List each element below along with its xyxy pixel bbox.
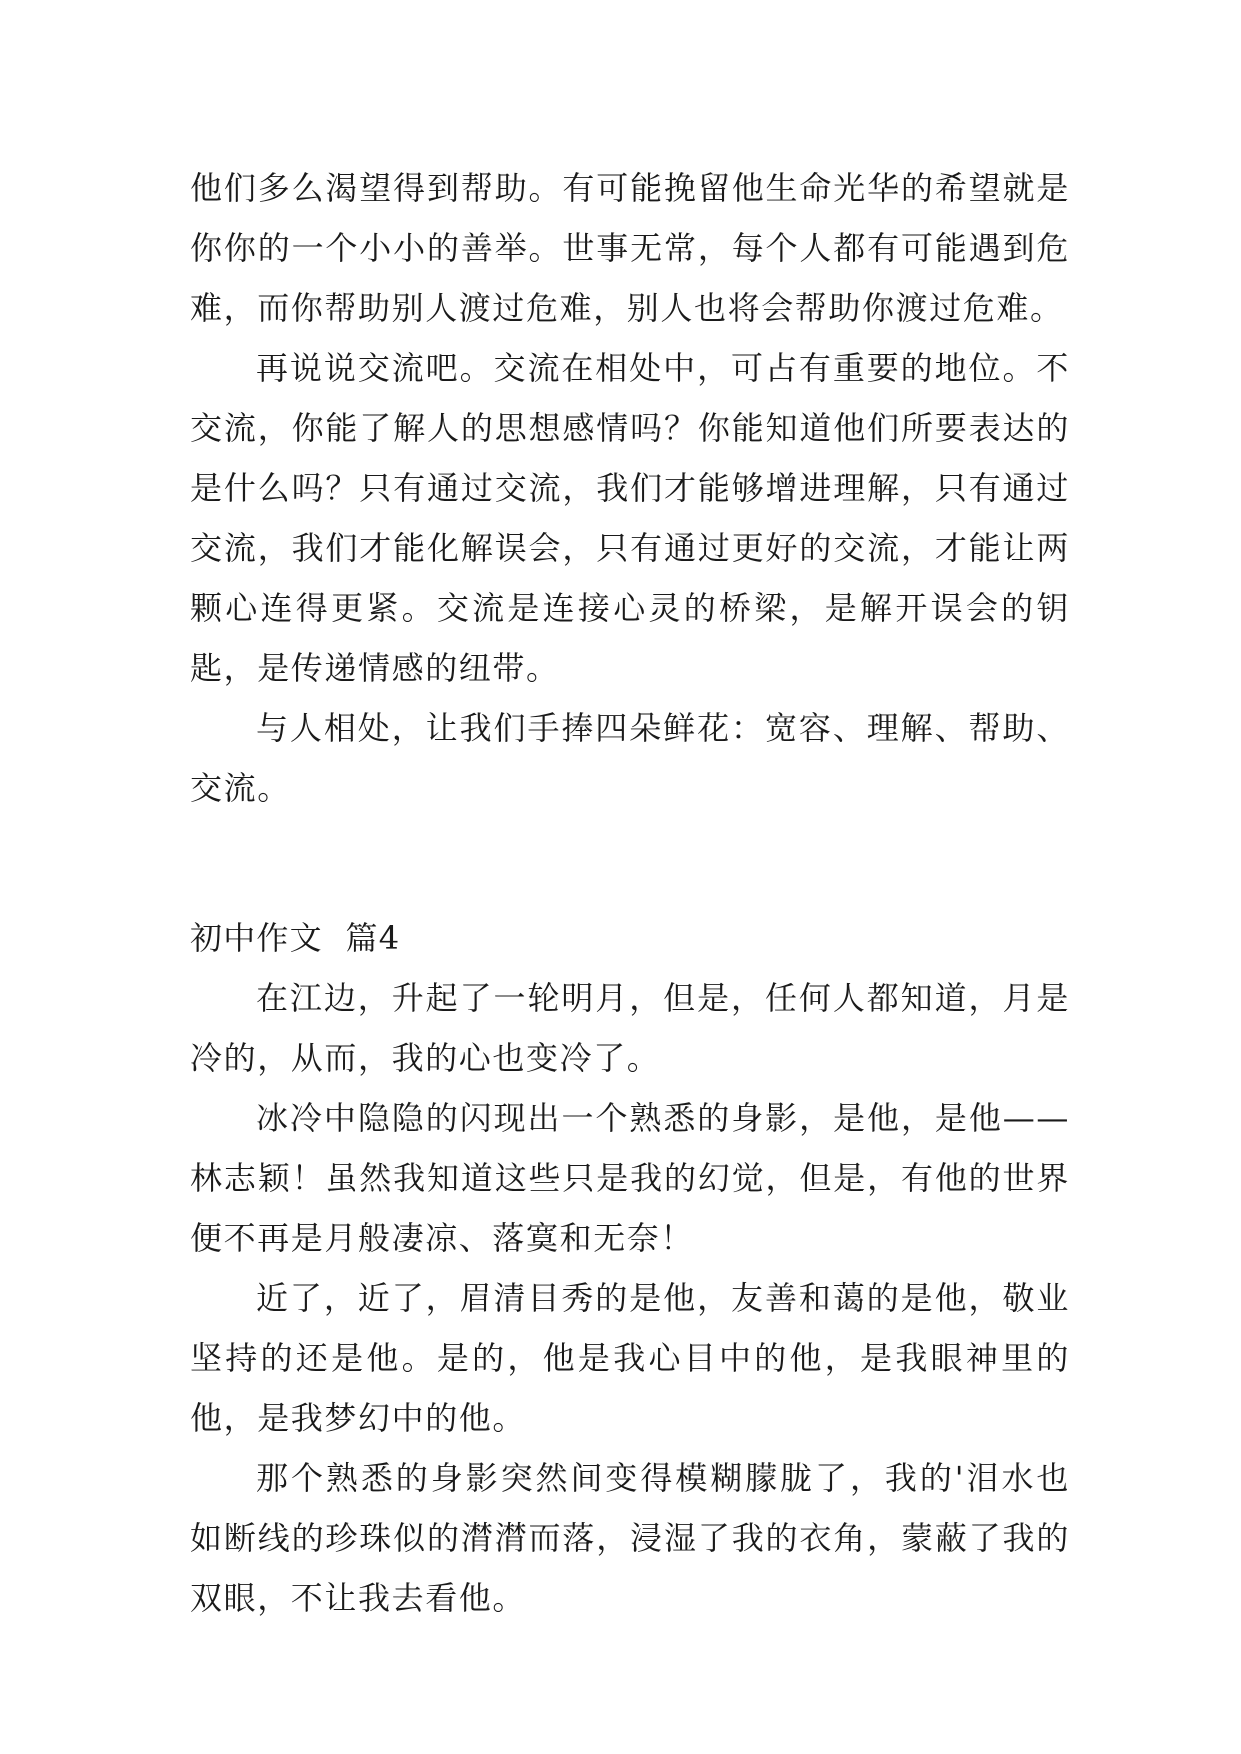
- paragraph-closer: 近了，近了，眉清目秀的是他，友善和蔼的是他，敬业坚持的还是他。是的，他是我心目中的他，是我眼神里的他，是我梦幻中的他。: [190, 1279, 1070, 1437]
- paragraph-four-flowers: 与人相处，让我们手捧四朵鲜花：宽容、理解、帮助、交流。: [190, 709, 1070, 807]
- essay-body: [190, 158, 1070, 1628]
- paragraph-helping-continued: 他们多么渴望得到帮助。有可能挽留他生命光华的希望就是你你的一个小小的善举。世事无常，每个人都有可能遇到危难，而你帮助别人渡过危难，别人也将会帮助你渡过危难。: [190, 169, 1070, 327]
- paragraph-tears: 那个熟悉的身影突然间变得模糊朦胧了，我的'泪水也如断线的珍珠似的潸潸而落，浸湿了我的衣角，蒙蔽了我的双眼，不让我去看他。: [190, 1459, 1070, 1617]
- paragraph-communication: 再说说交流吧。交流在相处中，可占有重要的地位。不交流，你能了解人的思想感情吗？你能知道他们所要表达的是什么吗？只有通过交流，我们才能够增进理解，只有通过交流，我们才能化解误会，只有通过更好的交流，才能让两颗心连得更紧。交流是连接心灵的桥梁，是解开误会的钥匙，是传递情感的纽带。: [190, 349, 1070, 687]
- section-heading: 初中作文 篇4: [190, 919, 401, 957]
- paragraph-moon: 在江边，升起了一轮明月，但是，任何人都知道，月是冷的，从而，我的心也变冷了。: [190, 979, 1070, 1077]
- paragraph-figure: 冰冷中隐隐的闪现出一个熟悉的身影，是他，是他——林志颖！虽然我知道这些只是我的幻觉，但是，有他的世界便不再是月般凄凉、落寞和无奈！: [190, 1099, 1070, 1257]
